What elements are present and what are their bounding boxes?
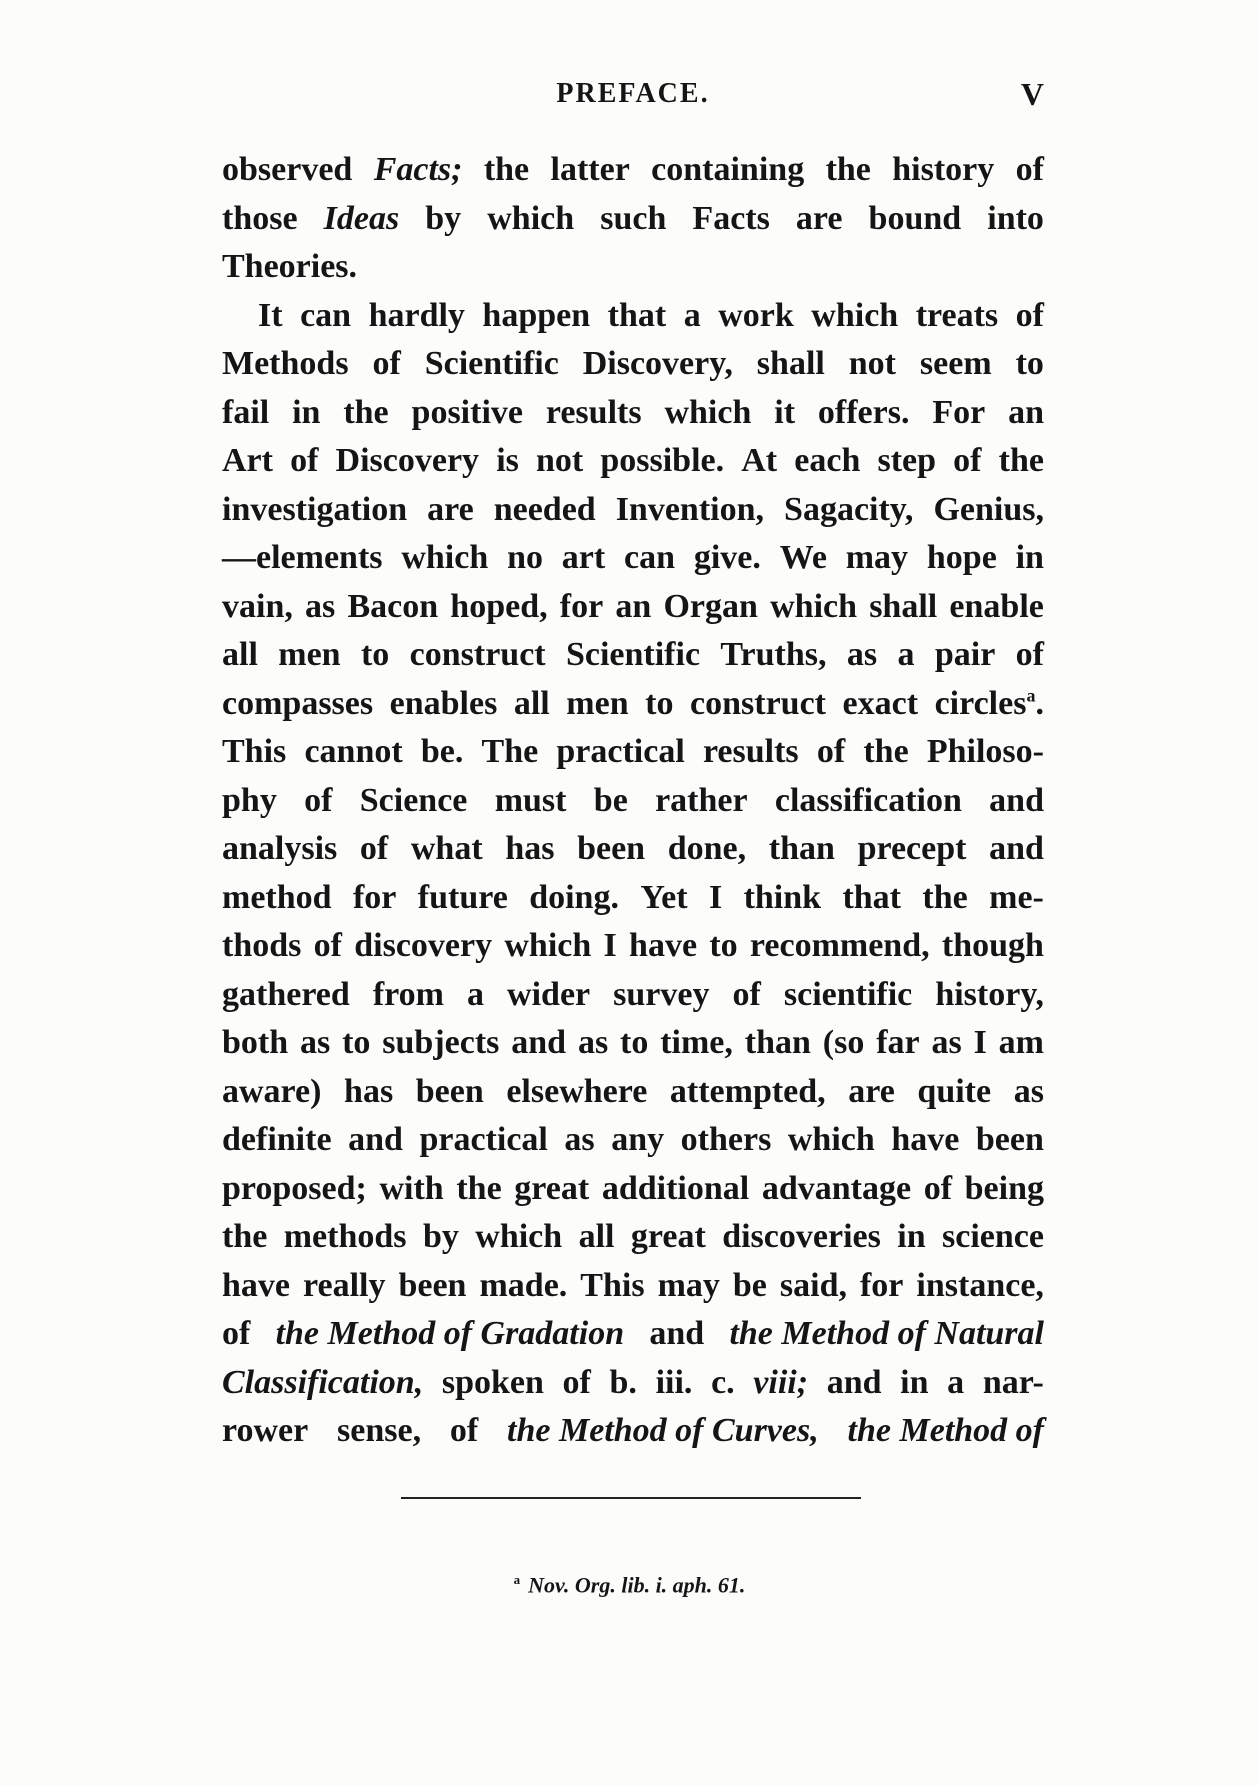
- word: work: [718, 296, 794, 334]
- word: all: [513, 684, 550, 722]
- word: in: [292, 393, 321, 431]
- word: the: [998, 442, 1044, 479]
- word: any: [611, 1121, 665, 1158]
- text-line: [222, 680, 1044, 729]
- word: into: [987, 199, 1044, 237]
- word: have: [629, 927, 698, 964]
- word: instance,: [916, 1266, 1044, 1304]
- word: the: [825, 151, 871, 188]
- word: what: [410, 830, 483, 867]
- word: method: [222, 878, 332, 916]
- footnote-marker[interactable]: a: [1026, 685, 1036, 706]
- word: not: [536, 442, 584, 479]
- word: from: [372, 975, 444, 1013]
- word: shall: [756, 345, 825, 382]
- word: a: [683, 296, 701, 334]
- word: no: [507, 539, 543, 576]
- word: and: [989, 830, 1044, 867]
- word: Philoso-: [926, 733, 1044, 770]
- word: b.: [609, 1363, 637, 1401]
- word: classification: [774, 781, 962, 819]
- word: of: [953, 442, 982, 479]
- word: of: [562, 1363, 591, 1401]
- word: really: [303, 1266, 386, 1304]
- word: enable: [949, 587, 1044, 625]
- word: analysis: [222, 830, 338, 867]
- word: to: [620, 1024, 649, 1061]
- word: the: [343, 393, 389, 431]
- word: can: [300, 296, 352, 334]
- word: The: [481, 733, 539, 770]
- word: an: [615, 587, 652, 625]
- word: of: [1015, 296, 1044, 334]
- word: of: [313, 927, 342, 964]
- word: (so: [822, 1024, 865, 1061]
- word: may: [845, 539, 909, 576]
- word: Genius,: [933, 490, 1044, 528]
- word: in: [900, 1363, 929, 1401]
- word: pair: [934, 636, 996, 673]
- word: This: [580, 1266, 645, 1304]
- word: bound: [868, 199, 962, 237]
- text-line: [222, 1068, 1044, 1117]
- text-line: [222, 1019, 1044, 1068]
- word: can: [624, 539, 676, 576]
- word: of: [359, 830, 389, 867]
- word: advantage: [761, 1169, 912, 1207]
- word: as: [300, 1024, 331, 1061]
- text-line: [222, 874, 1044, 923]
- word: though: [941, 927, 1044, 964]
- word: methods: [283, 1218, 407, 1255]
- word: both: [222, 1024, 289, 1061]
- word: results: [702, 733, 799, 770]
- word: to: [342, 1024, 371, 1061]
- word: which: [770, 587, 858, 625]
- word: history: [892, 151, 995, 188]
- method-name: the Method of Natural: [729, 1315, 1044, 1352]
- word: all: [578, 1218, 615, 1255]
- text-line: [222, 292, 1044, 341]
- word: Discovery,: [582, 345, 733, 382]
- word: investigation: [222, 490, 408, 528]
- word: Scientific: [565, 636, 701, 673]
- word: those: [222, 199, 298, 237]
- word: definite: [222, 1121, 332, 1158]
- word: which: [487, 199, 575, 237]
- word: future: [417, 878, 508, 916]
- word: of: [304, 781, 333, 819]
- word: of: [1015, 636, 1044, 673]
- footnote: [0, 1572, 1259, 1598]
- word: others: [680, 1121, 772, 1158]
- text-line: [222, 825, 1044, 874]
- text-line: [222, 195, 1044, 244]
- word: Facts: [692, 199, 770, 237]
- word: gathered: [222, 975, 350, 1013]
- word: viii;: [753, 1363, 809, 1401]
- word: possible.: [600, 442, 725, 479]
- word: a: [897, 636, 915, 673]
- word: recommend,: [749, 927, 930, 964]
- word: which: [787, 1121, 875, 1158]
- word: rower: [222, 1412, 309, 1449]
- word: discovery: [354, 927, 493, 964]
- word: I: [603, 927, 617, 964]
- text-line: [222, 146, 1044, 195]
- word: have: [222, 1266, 290, 1304]
- word: far: [876, 1024, 920, 1061]
- word: Scientific: [424, 345, 559, 382]
- word: men: [278, 636, 341, 673]
- word: doing.: [529, 878, 619, 916]
- word: and: [348, 1121, 403, 1158]
- word: rather: [655, 781, 748, 819]
- word: as: [577, 1024, 609, 1061]
- word: by: [425, 199, 462, 237]
- word: an: [1008, 393, 1044, 431]
- text-line: [222, 340, 1044, 389]
- word: observed: [222, 151, 353, 188]
- word: as: [305, 587, 336, 625]
- word: for: [859, 1266, 904, 1304]
- text-line: [222, 1359, 1044, 1408]
- word: At: [741, 442, 778, 479]
- footnote-divider: [401, 1497, 861, 1499]
- word: precept: [857, 830, 967, 867]
- word: Invention,: [615, 490, 765, 528]
- word: science: [942, 1218, 1044, 1255]
- word: must: [494, 781, 567, 819]
- text-line: [222, 1116, 1044, 1165]
- word: that: [607, 296, 667, 334]
- text-line: [222, 389, 1044, 438]
- preface-body: [222, 146, 1044, 1456]
- word: of: [290, 442, 319, 479]
- word: positive: [411, 393, 523, 431]
- word: shall: [869, 587, 938, 625]
- word: seem: [919, 345, 992, 382]
- word: be.: [420, 733, 464, 770]
- word: to: [645, 684, 674, 722]
- word: made.: [479, 1266, 568, 1304]
- word: such: [600, 199, 667, 237]
- word: For: [932, 393, 986, 431]
- word: construct: [409, 636, 546, 673]
- word: elsewhere: [506, 1072, 648, 1110]
- word: of: [923, 1169, 953, 1207]
- word: of: [816, 733, 846, 770]
- word: be: [593, 781, 628, 819]
- word: discoveries: [722, 1218, 881, 1255]
- word: give.: [693, 539, 761, 576]
- word: thods: [222, 927, 302, 964]
- word: Facts;: [373, 151, 463, 188]
- text-line: [222, 1310, 1044, 1359]
- word: step: [877, 442, 937, 479]
- word: art: [561, 539, 606, 576]
- word-with-footnote-ref: [935, 680, 1044, 729]
- word: to: [1015, 345, 1044, 382]
- word: men: [566, 684, 629, 722]
- footnote-text: Nov. Org. lib. i. aph. 61.: [528, 1572, 746, 1598]
- word: been: [415, 1072, 484, 1110]
- word: I: [973, 1024, 987, 1061]
- word: fail: [222, 393, 270, 431]
- footnote-marker: a: [513, 1572, 521, 1587]
- word: the: [922, 878, 968, 916]
- word: in: [897, 1218, 926, 1255]
- word: it: [774, 393, 796, 431]
- word: than: [744, 1024, 811, 1061]
- word: Truths,: [720, 636, 827, 673]
- word: additional: [601, 1169, 750, 1207]
- word: has: [344, 1072, 394, 1110]
- word: of: [449, 1412, 479, 1449]
- method-name: the Method of: [847, 1412, 1044, 1449]
- word: practical: [419, 1121, 548, 1158]
- word: the: [456, 1169, 502, 1207]
- word: and: [511, 1024, 567, 1061]
- text-line: [222, 534, 1044, 583]
- word: and: [826, 1363, 882, 1401]
- word: results: [545, 393, 642, 431]
- word: cannot: [304, 733, 403, 770]
- word: by: [422, 1218, 459, 1255]
- word: quite: [917, 1072, 992, 1110]
- word: It: [258, 296, 283, 334]
- word: me-: [989, 878, 1044, 916]
- word: offers.: [817, 393, 910, 431]
- word: as: [846, 636, 878, 673]
- word: iii.: [655, 1363, 693, 1401]
- word: construct: [690, 684, 826, 722]
- word: hope: [926, 539, 997, 576]
- word: in: [1015, 539, 1044, 576]
- running-head: [222, 78, 1044, 118]
- text-line: [222, 922, 1044, 971]
- word: This: [222, 733, 287, 770]
- word: has: [505, 830, 555, 867]
- word: Ideas: [323, 199, 400, 237]
- word: vain,: [222, 587, 293, 625]
- word: I: [708, 878, 723, 916]
- word: each: [794, 442, 861, 479]
- word: a: [947, 1363, 965, 1401]
- method-name: the Method of Curves,: [507, 1412, 819, 1449]
- word: compasses: [222, 684, 374, 722]
- word: Methods: [222, 345, 349, 382]
- running-title: PREFACE.: [556, 78, 710, 109]
- word: proposed;: [222, 1169, 367, 1207]
- word: for: [559, 587, 604, 625]
- word: Theories.: [222, 248, 358, 285]
- word: Science: [359, 781, 468, 819]
- word: and: [649, 1315, 705, 1352]
- word: subjects: [382, 1024, 500, 1061]
- word: which: [475, 1218, 563, 1255]
- word: hoped,: [450, 587, 548, 625]
- word: been: [975, 1121, 1044, 1158]
- word: are: [848, 1072, 895, 1110]
- word: latter: [550, 151, 630, 188]
- word: c.: [711, 1363, 735, 1401]
- word: wider: [507, 975, 591, 1013]
- word: be: [732, 1266, 767, 1304]
- word: which: [664, 393, 752, 431]
- word: been: [398, 1266, 467, 1304]
- word: the: [483, 151, 530, 188]
- word: Discovery: [335, 442, 480, 479]
- word: are: [427, 490, 474, 528]
- word: phy: [222, 781, 277, 819]
- word: —elements: [222, 539, 383, 576]
- word: to: [360, 636, 390, 673]
- word: great: [630, 1218, 706, 1255]
- word: am: [998, 1024, 1044, 1061]
- method-name: Classification,: [222, 1363, 424, 1401]
- word: been: [577, 830, 646, 867]
- word: We: [779, 539, 827, 576]
- word: nar-: [982, 1363, 1044, 1401]
- word: than: [768, 830, 835, 867]
- word: done,: [667, 830, 747, 867]
- text-line: [222, 486, 1044, 535]
- word: said,: [779, 1266, 847, 1304]
- text-line: [222, 1165, 1044, 1214]
- word: think: [743, 878, 822, 916]
- word: is: [496, 442, 519, 479]
- text-line: [222, 1262, 1044, 1311]
- word: the: [863, 733, 909, 770]
- word: as: [931, 1024, 962, 1061]
- word: Art: [222, 442, 273, 479]
- text-line: [222, 437, 1044, 486]
- text-line: [222, 631, 1044, 680]
- word: and: [989, 781, 1044, 819]
- word: history,: [935, 975, 1044, 1013]
- word: are: [795, 199, 843, 237]
- word: enables: [389, 684, 498, 722]
- word: of: [222, 1315, 251, 1352]
- word: happen: [482, 296, 591, 334]
- word: Yet: [640, 878, 688, 916]
- word: circles: [934, 684, 1027, 722]
- word: survey: [613, 975, 710, 1013]
- text-line: [222, 971, 1044, 1020]
- page-number: V: [1020, 76, 1044, 112]
- word: may: [657, 1266, 720, 1304]
- text-line: [222, 1213, 1044, 1262]
- word: sense,: [337, 1412, 422, 1449]
- word: a: [467, 975, 484, 1013]
- word: great: [514, 1169, 590, 1207]
- word: to: [709, 927, 738, 964]
- word: Organ: [663, 587, 758, 625]
- word: scientific: [783, 975, 913, 1013]
- text-line: [222, 1407, 1044, 1456]
- word: time,: [660, 1024, 733, 1061]
- word: which: [811, 296, 899, 334]
- word: which: [504, 927, 592, 964]
- word: hardly: [368, 296, 465, 334]
- word: containing: [651, 151, 805, 188]
- word: which: [401, 539, 489, 576]
- word: of: [1015, 151, 1044, 188]
- word: needed: [493, 490, 596, 528]
- word: Sagacity,: [784, 490, 914, 528]
- word: as: [564, 1121, 595, 1158]
- word: that: [842, 878, 902, 916]
- word: treats: [915, 296, 999, 334]
- text-line: [222, 728, 1044, 777]
- word: for: [352, 878, 397, 916]
- word: spoken: [441, 1363, 544, 1401]
- punctuation: .: [1035, 684, 1044, 722]
- word: of: [372, 345, 401, 382]
- text-line: [222, 583, 1044, 632]
- word: Bacon: [347, 587, 439, 625]
- word: with: [379, 1169, 444, 1207]
- word: not: [848, 345, 896, 382]
- text-line: [222, 243, 1044, 292]
- word: as: [1013, 1072, 1044, 1110]
- word: practical: [556, 733, 685, 770]
- word: being: [964, 1169, 1044, 1207]
- word: all: [222, 636, 258, 673]
- method-name: the Method of Gradation: [275, 1315, 625, 1352]
- word: of: [732, 975, 761, 1013]
- word: exact: [842, 684, 919, 722]
- word: aware): [222, 1072, 322, 1110]
- word: have: [891, 1121, 960, 1158]
- word: the: [222, 1218, 268, 1255]
- text-line: [222, 777, 1044, 826]
- word: attempted,: [669, 1072, 826, 1110]
